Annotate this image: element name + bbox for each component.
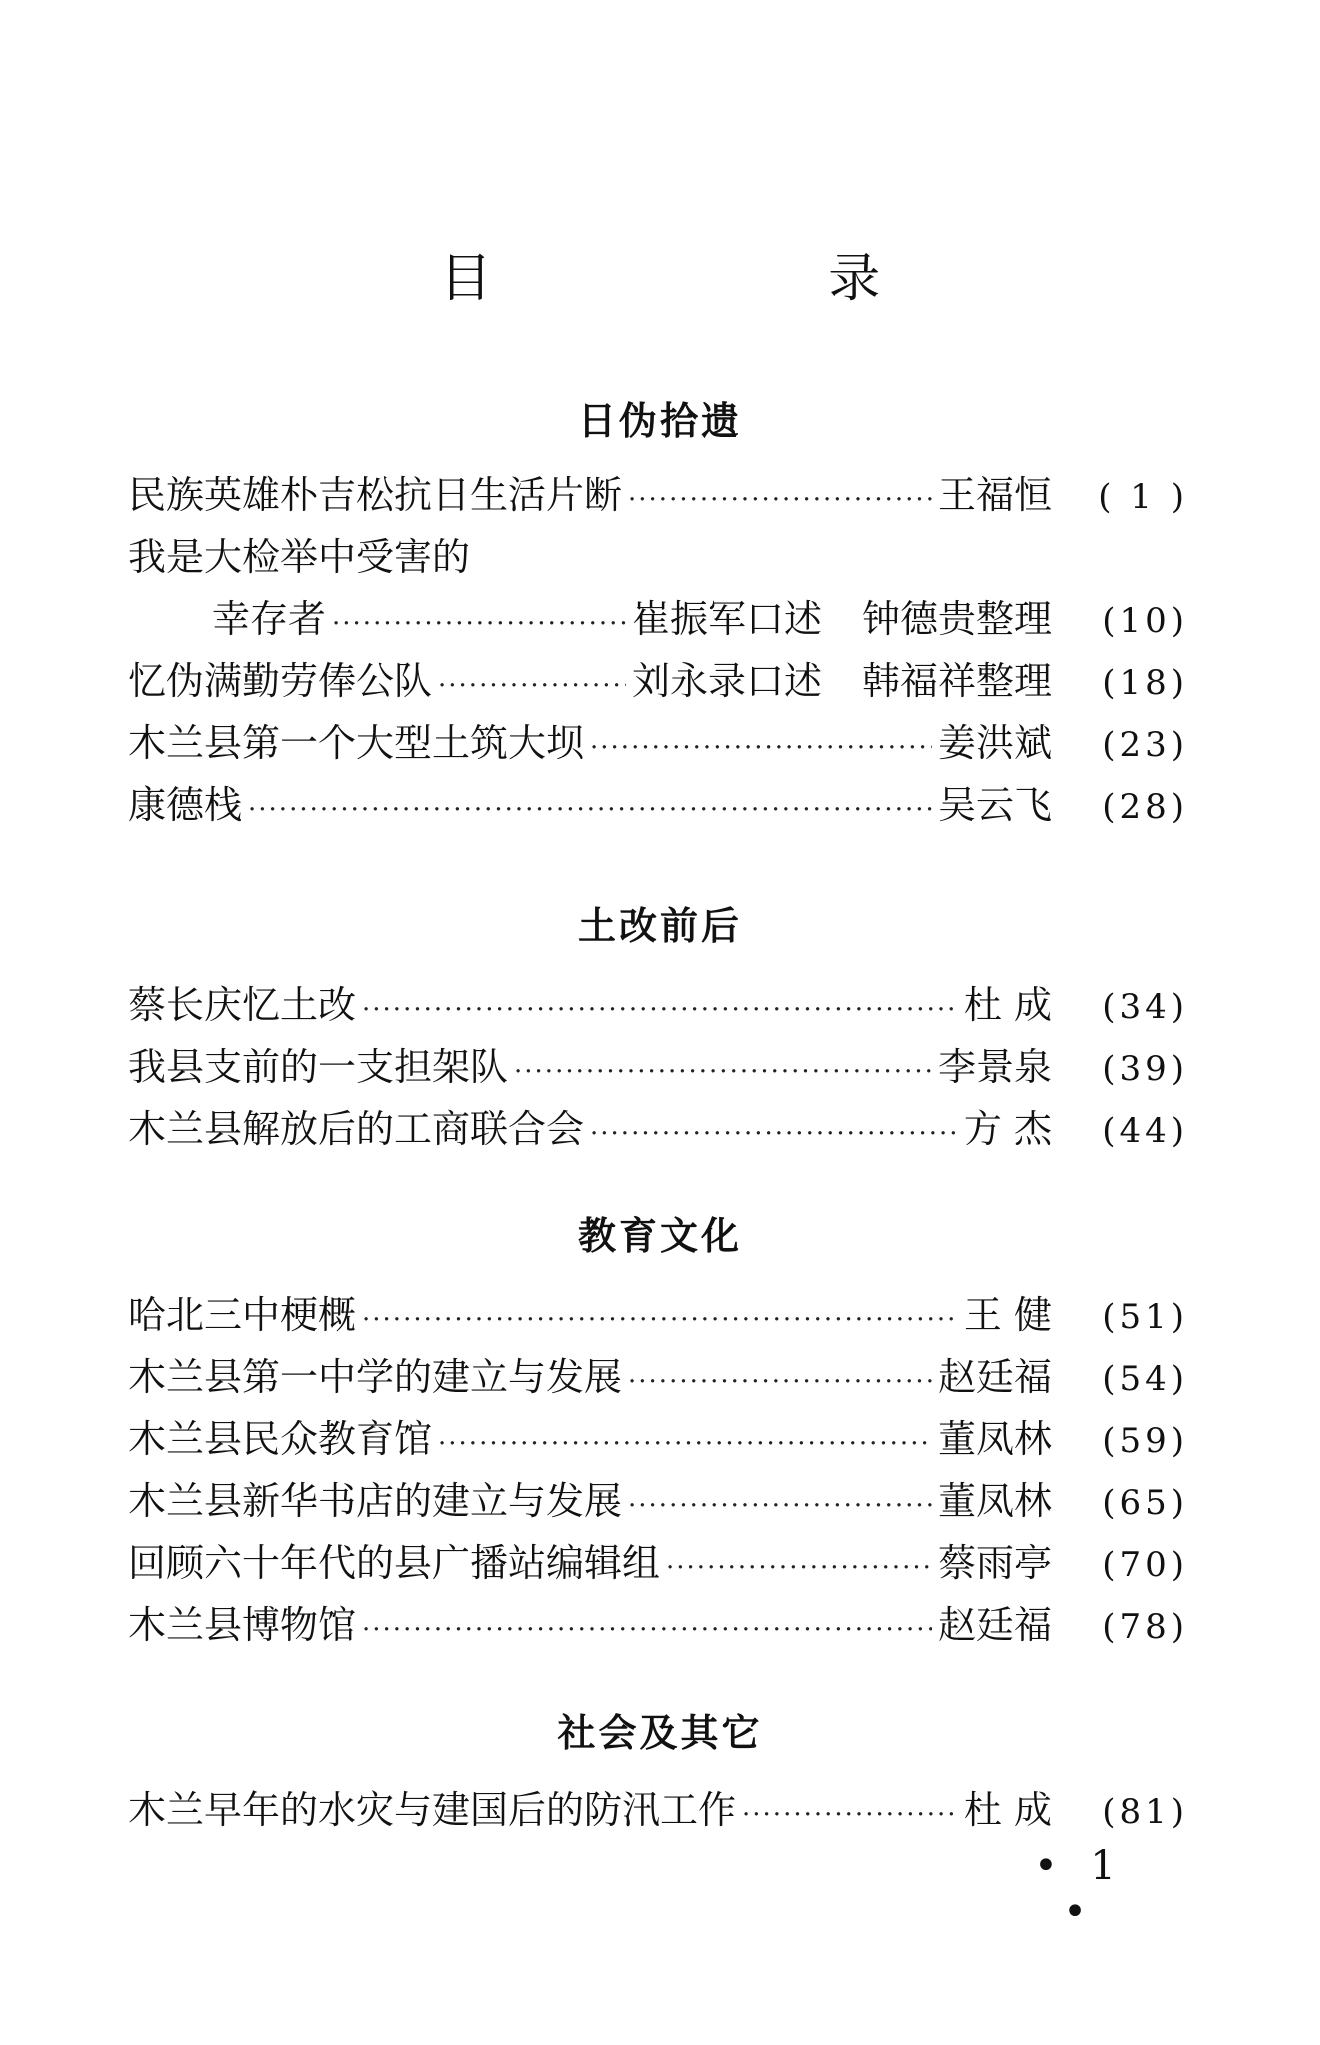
leader-dots	[628, 1354, 932, 1410]
toc-entry[interactable]	[128, 1411, 1188, 1467]
toc-entry[interactable]	[128, 1287, 1188, 1343]
leader-dots	[742, 1787, 958, 1843]
entry-page: ( 1 )	[1098, 477, 1188, 517]
entry-page: (65)	[1102, 1483, 1188, 1523]
entry-page: (10)	[1102, 601, 1188, 641]
entry-page: (34)	[1102, 987, 1188, 1027]
leader-dots	[248, 782, 932, 838]
entry-title: 哈北三中梗概	[128, 1293, 357, 1337]
entry-author: 方 杰	[963, 1107, 1052, 1151]
toc-entry[interactable]	[128, 653, 1188, 709]
entry-author: 杜 成	[963, 1788, 1052, 1832]
entry-title: 忆伪满勤劳俸公队	[128, 659, 433, 703]
entry-title: 木兰县博物馆	[128, 1603, 357, 1647]
entry-title: 木兰县第一个大型土筑大坝	[128, 721, 585, 765]
entry-author: 吴云飞	[937, 783, 1052, 827]
leader-dots	[332, 596, 626, 652]
leader-dots	[362, 1602, 932, 1658]
entry-title: 木兰县第一中学的建立与发展	[128, 1355, 623, 1399]
entry-author: 杜 成	[963, 983, 1052, 1027]
entry-page: (39)	[1102, 1049, 1188, 1089]
entry-author: 王 健	[963, 1293, 1052, 1337]
entry-author: 赵廷福	[937, 1355, 1052, 1399]
entry-author: 董凤林	[937, 1479, 1052, 1523]
entry-title: 木兰早年的水灾与建国后的防汛工作	[128, 1788, 737, 1832]
leader-dots	[362, 982, 958, 1038]
page-number: • 1 •	[1034, 1843, 1126, 1935]
leader-dots	[628, 472, 932, 528]
leader-dots	[590, 720, 932, 776]
entry-page: (51)	[1102, 1297, 1188, 1337]
entry-title: 木兰县民众教育馆	[128, 1417, 433, 1461]
toc-entry[interactable]	[128, 1782, 1188, 1838]
toc-entry[interactable]	[128, 1535, 1188, 1591]
leader-dots	[514, 1044, 932, 1100]
entry-narrator: 刘永录口述	[631, 659, 822, 703]
toc-entry[interactable]	[128, 1039, 1188, 1095]
toc-entry[interactable]	[128, 467, 1188, 523]
leader-dots	[438, 658, 626, 714]
entry-title: 回顾六十年代的县广播站编辑组	[128, 1541, 661, 1585]
entry-author: 王福恒	[937, 473, 1052, 517]
entry-page: (28)	[1102, 787, 1188, 827]
leader-dots	[590, 1106, 958, 1162]
entry-author: 韩福祥整理	[861, 659, 1052, 703]
toc-entry[interactable]	[128, 1597, 1188, 1653]
section-heading: 土改前后	[577, 904, 742, 948]
entry-page: (44)	[1102, 1111, 1188, 1151]
entry-author: 钟德贵整理	[861, 597, 1052, 641]
toc-entry[interactable]	[128, 977, 1188, 1033]
section-heading: 教育文化	[577, 1214, 742, 1258]
toc-entry[interactable]	[128, 1473, 1188, 1529]
entry-narrator: 崔振军口述	[631, 597, 822, 641]
entry-author: 姜洪斌	[937, 721, 1052, 765]
toc-entry[interactable]	[128, 715, 1188, 771]
leader-dots	[628, 1478, 932, 1534]
entry-page: (54)	[1102, 1359, 1188, 1399]
toc-entry[interactable]	[128, 777, 1188, 833]
entry-author: 赵廷福	[937, 1603, 1052, 1647]
entry-page: (59)	[1102, 1421, 1188, 1461]
entry-author: 董凤林	[937, 1417, 1052, 1461]
leader-dots	[438, 1416, 932, 1472]
entry-page: (78)	[1102, 1607, 1188, 1647]
entry-page: (81)	[1102, 1792, 1188, 1832]
entry-title: 我是大检举中受害的	[128, 535, 471, 579]
section-heading: 社会及其它	[557, 1711, 763, 1755]
entry-title-continuation: 幸存者	[212, 597, 327, 641]
toc-entry[interactable]	[128, 1349, 1188, 1405]
entry-page: (70)	[1102, 1545, 1188, 1585]
leader-dots	[362, 1292, 958, 1348]
entry-title: 我县支前的一支担架队	[128, 1045, 509, 1089]
toc-entry[interactable]	[128, 1101, 1188, 1157]
leader-dots	[666, 1540, 932, 1596]
entry-page: (23)	[1102, 725, 1188, 765]
entry-author: 蔡雨亭	[937, 1541, 1052, 1585]
toc-entry[interactable]	[128, 529, 1188, 585]
toc-entry-continuation[interactable]	[212, 591, 1188, 647]
entry-title: 康德栈	[128, 783, 243, 827]
entry-page: (18)	[1102, 663, 1188, 703]
entry-title: 民族英雄朴吉松抗日生活片断	[128, 473, 623, 517]
entry-author: 李景泉	[937, 1045, 1052, 1089]
section-heading: 日伪拾遗	[577, 399, 742, 443]
entry-title: 木兰县解放后的工商联合会	[128, 1107, 585, 1151]
page-title: 目 录	[439, 249, 1041, 309]
entry-title: 木兰县新华书店的建立与发展	[128, 1479, 623, 1523]
entry-title: 蔡长庆忆土改	[128, 983, 357, 1027]
